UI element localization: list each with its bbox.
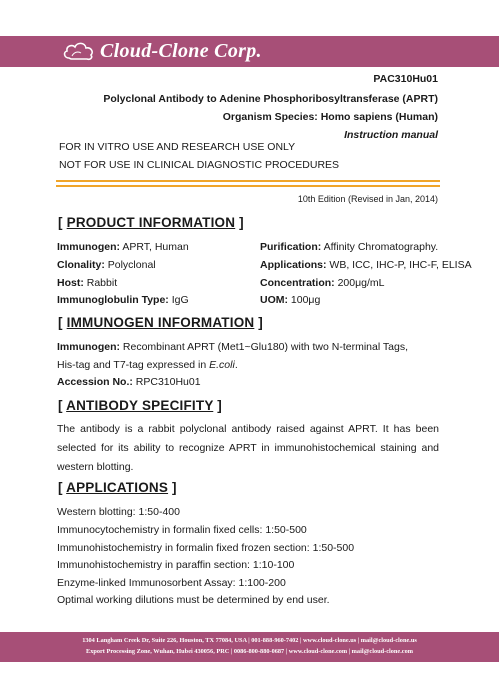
research-use-note: FOR IN VITRO USE AND RESEARCH USE ONLY bbox=[59, 141, 296, 153]
applications-field: Applications: WB, ICC, IHC-P, IHC-F, ELISA bbox=[260, 259, 472, 271]
antibody-specifity-heading: [ ANTIBODY SPECIFITY ] bbox=[58, 398, 222, 413]
catalog-number: PAC310Hu01 bbox=[373, 73, 438, 85]
application-note: Optimal working dilutions must be determined by end user. bbox=[57, 594, 330, 606]
purification-field: Purification: Affinity Chromatography. bbox=[260, 241, 439, 253]
antibody-specifity-text: The antibody is a rabbit polyclonal antibody raised against APRT. It has been selected for its ability to recognize APRT in immunohistochemical staining and western blotting. bbox=[57, 423, 439, 473]
footer-address-us: 1304 Langham Creek Dr, Suite 226, Houston, TX 77084, USA | 001-888-960-7402 | www.cloud-clone.us | mail@cloud-clone.us bbox=[82, 637, 417, 644]
uom-field: UOM: 100μg bbox=[260, 294, 321, 306]
immunogen-description-cont: His-tag and T7-tag expressed in E.coli. bbox=[57, 359, 238, 371]
concentration-field: Concentration: 200μg/mL bbox=[260, 277, 385, 289]
company-name: Cloud-Clone Corp. bbox=[100, 39, 262, 62]
host-field: Host: Rabbit bbox=[57, 277, 118, 289]
application-item: Enzyme-linked Immunosorbent Assay: 1:100-200 bbox=[57, 577, 286, 589]
application-item: Immunohistochemistry in paraffin section: 1:10-100 bbox=[57, 559, 295, 571]
cloud-logo-icon bbox=[62, 39, 96, 63]
applications-heading: [ APPLICATIONS ] bbox=[58, 480, 177, 495]
product-information-heading: [ PRODUCT INFORMATION ] bbox=[58, 215, 244, 230]
application-item: Western blotting: 1:50-400 bbox=[57, 506, 180, 518]
immunogen-field: Immunogen: APRT, Human bbox=[57, 241, 189, 253]
immunoglobulin-type-field: Immunoglobulin Type: IgG bbox=[57, 294, 189, 306]
application-item: Immunocytochemistry in formalin fixed cells: 1:50-500 bbox=[57, 524, 307, 536]
immunogen-description: Immunogen: Recombinant APRT (Met1~Glu180) with two N-terminal Tags, bbox=[57, 341, 409, 353]
divider bbox=[56, 185, 440, 187]
manual-label: Instruction manual bbox=[344, 129, 438, 141]
product-name: Polyclonal Antibody to Adenine Phosphoribosyltransferase (APRT) bbox=[103, 93, 438, 105]
application-item: Immunohistochemistry in formalin fixed frozen section: 1:50-500 bbox=[57, 542, 355, 554]
footer-address-cn: Export Processing Zone, Wuhan, Hubei 430056, PRC | 0086-800-880-0687 | www.cloud-clone.com | mail@cloud-clone.com bbox=[86, 648, 413, 655]
divider bbox=[56, 180, 440, 182]
accession-number: Accession No.: RPC310Hu01 bbox=[57, 376, 201, 388]
clinical-use-note: NOT FOR USE IN CLINICAL DIAGNOSTIC PROCEDURES bbox=[59, 159, 340, 171]
clonality-field: Clonality: Polyclonal bbox=[57, 259, 156, 271]
edition-note: 10th Edition (Revised in Jan, 2014) bbox=[297, 194, 438, 204]
immunogen-information-heading: [ IMMUNOGEN INFORMATION ] bbox=[58, 315, 263, 330]
organism-species: Organism Species: Homo sapiens (Human) bbox=[222, 111, 438, 123]
company-logo bbox=[62, 37, 262, 65]
